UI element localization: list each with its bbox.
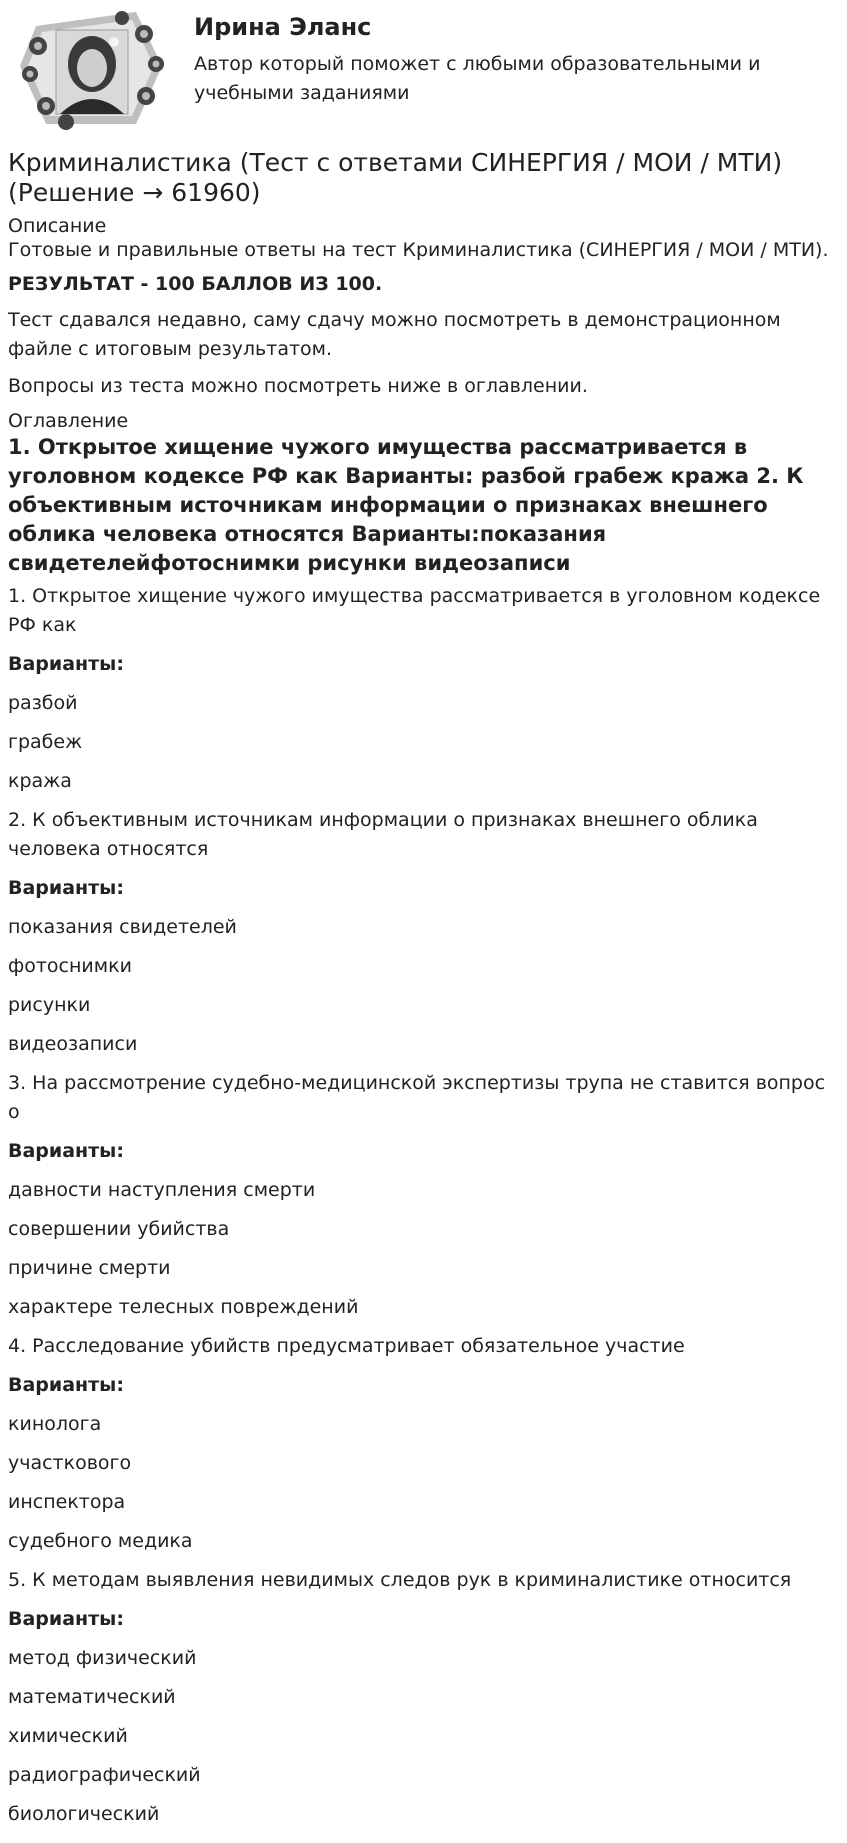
- answer-option: химический: [8, 1725, 128, 1747]
- answer-option: участкового: [8, 1452, 132, 1474]
- description-text: Готовые и правильные ответы на тест Криминалистика (СИНЕРГИЯ / МОИ / МТИ).: [8, 239, 829, 261]
- question-text: 3. На рассмотрение судебно-медицинской экспертизы трупа не ставится вопрос о: [8, 1072, 826, 1123]
- toc-title[interactable]: 1. Открытое хищение чужого имущества рассматривается в уголовном кодексе РФ как Варианты: разбой грабеж кража 2. К объективным источникам информации о признаках внешнего облика человека относятся Варианты:показания свидетелейфотоснимки рисунки видеозаписи: [8, 435, 804, 575]
- author-description: Автор который поможет с любыми образовательными и учебными заданиями: [194, 53, 761, 104]
- answer-option: кража: [8, 770, 72, 792]
- variants-label: Варианты:: [8, 1608, 124, 1630]
- info-paragraph: Вопросы из теста можно посмотреть ниже в оглавлении.: [8, 375, 588, 397]
- info-paragraph: Тест сдавался недавно, саму сдачу можно посмотреть в демонстрационном файле с итоговым результатом.: [8, 309, 781, 360]
- question-item: [8, 1332, 839, 1556]
- answer-option: фотоснимки: [8, 955, 132, 977]
- answer-option: причине смерти: [8, 1257, 171, 1279]
- result-text: РЕЗУЛЬТАТ - 100 БАЛЛОВ ИЗ 100.: [8, 273, 383, 295]
- page-title: Криминалистика (Тест с ответами СИНЕРГИЯ / МОИ / МТИ) (Решение → 61960): [8, 148, 783, 207]
- answer-option: совершении убийства: [8, 1218, 230, 1240]
- answer-option: инспектора: [8, 1491, 126, 1513]
- answer-option: характере телесных повреждений: [8, 1296, 359, 1318]
- variants-label: Варианты:: [8, 877, 124, 899]
- answer-option: биологический: [8, 1803, 160, 1825]
- question-item: [8, 582, 839, 796]
- author-avatar: [16, 6, 166, 130]
- description-label: Описание: [8, 215, 107, 237]
- answer-option: метод физический: [8, 1647, 197, 1669]
- answer-option: судебного медика: [8, 1530, 193, 1552]
- variants-label: Варианты:: [8, 653, 124, 675]
- answer-option: математический: [8, 1686, 176, 1708]
- answer-option: грабеж: [8, 731, 83, 753]
- author-name[interactable]: Ирина Эланс: [194, 13, 372, 41]
- variants-label: Варианты:: [8, 1140, 124, 1162]
- answer-option: видеозаписи: [8, 1033, 138, 1055]
- variants-label: Варианты:: [8, 1374, 124, 1396]
- question-item: [8, 1566, 839, 1829]
- question-text: 2. К объективным источникам информации о признаках внешнего облика человека относятся: [8, 809, 758, 860]
- answer-option: показания свидетелей: [8, 916, 237, 938]
- question-text: 4. Расследование убийств предусматривает обязательное участие: [8, 1335, 685, 1357]
- question-item: [8, 806, 839, 1059]
- question-list: [8, 582, 839, 1829]
- answer-option: рисунки: [8, 994, 91, 1016]
- answer-option: кинолога: [8, 1413, 102, 1435]
- author-block: [8, 0, 839, 140]
- question-item: [8, 1069, 839, 1322]
- toc-label: Оглавление: [8, 410, 129, 432]
- author-avatar-image: [16, 6, 166, 130]
- question-text: 1. Открытое хищение чужого имущества рассматривается в уголовном кодексе РФ как: [8, 585, 821, 636]
- answer-option: давности наступления смерти: [8, 1179, 316, 1201]
- question-text: 5. К методам выявления невидимых следов рук в криминалистике относится: [8, 1569, 792, 1591]
- answer-option: радиографический: [8, 1764, 201, 1786]
- answer-option: разбой: [8, 692, 78, 714]
